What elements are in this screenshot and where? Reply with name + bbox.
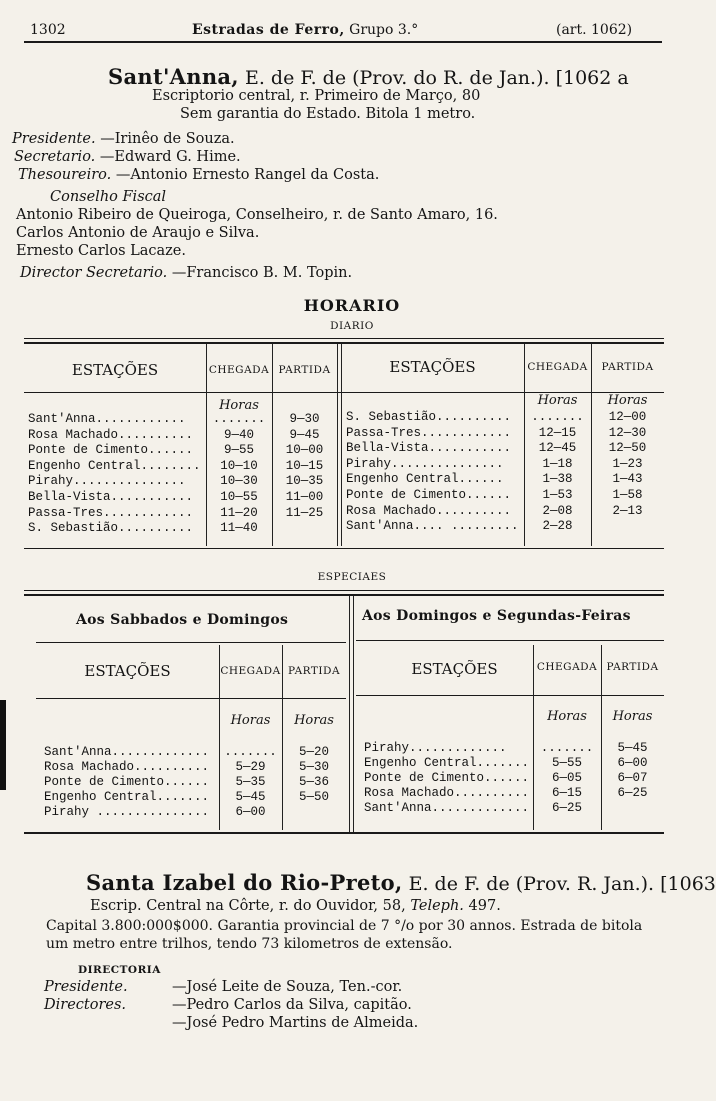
officer-role: Directores. bbox=[44, 997, 127, 1013]
timetable-station: Sant'Anna............ bbox=[28, 412, 186, 426]
officer-role: Presidente. bbox=[44, 979, 128, 995]
daily-top-rule-2 bbox=[24, 342, 664, 344]
page-number: 1302 bbox=[30, 22, 66, 38]
santanna-guarantee: Sem garantia do Estado. Bitola 1 metro. bbox=[180, 106, 476, 122]
col-chegada: CHEGADA bbox=[536, 661, 598, 673]
special-right-title: Aos Domingos e Segundas-Feiras bbox=[362, 608, 631, 624]
special-bottom-rule bbox=[24, 832, 664, 834]
timetable-partida: 2—13 bbox=[612, 503, 643, 518]
timetable-station: Ponte de Cimento...... bbox=[364, 771, 530, 785]
timetable-partida: 6—07 bbox=[617, 771, 648, 785]
timetable-partida: 5—36 bbox=[298, 775, 329, 789]
horario-title: HORARIO bbox=[303, 296, 401, 315]
timetable-chegada: 2—08 bbox=[542, 503, 573, 518]
timetable-station: Engenho Central....... bbox=[44, 790, 210, 804]
timetable-station: Engenho Central........ bbox=[28, 458, 201, 473]
special-right-sub-rule bbox=[356, 695, 664, 696]
izabel-officer-1 bbox=[44, 979, 402, 995]
timetable-station: Pirahy............... bbox=[346, 456, 504, 471]
col-partida: PARTIDA bbox=[601, 361, 654, 373]
santa-izabel-office bbox=[90, 898, 501, 914]
timetable-chegada: 12—15 bbox=[538, 425, 577, 440]
special-left-sub-rule bbox=[36, 698, 346, 699]
horas-label: Horas bbox=[612, 709, 653, 724]
horas-label: Horas bbox=[219, 398, 259, 413]
timetable-chegada: ....... bbox=[224, 745, 277, 759]
timetable-chegada: 6—00 bbox=[235, 805, 266, 819]
timetable-station: Rosa Machado.......... bbox=[28, 427, 194, 442]
timetable-station: Passa-Tres............ bbox=[28, 505, 194, 520]
timetable-partida: 10—15 bbox=[285, 458, 324, 473]
council-member-2: Carlos Antonio de Araujo e Silva. bbox=[16, 225, 260, 241]
timetable-chegada: 1—53 bbox=[542, 488, 573, 502]
timetable-chegada: 6—25 bbox=[551, 801, 582, 815]
santa-izabel-heading bbox=[86, 870, 716, 895]
santanna-subtitle: E. de F. de (Prov. do R. de Jan.). bbox=[244, 67, 550, 89]
timetable-station: Rosa Machado.......... bbox=[44, 760, 210, 774]
officer-name: —Pedro Carlos da Silva, capitão. bbox=[172, 997, 412, 1013]
running-article: (art. 1062) bbox=[556, 22, 633, 38]
timetable-chegada: 9—40 bbox=[223, 427, 254, 442]
timetable-station: Pirahy............... bbox=[28, 474, 186, 489]
timetable-partida: 6—25 bbox=[617, 786, 648, 800]
special-top-rule-1 bbox=[24, 590, 664, 591]
col-estacoes: ESTAÇÕES bbox=[84, 662, 171, 680]
officer-role: Secretario. bbox=[14, 149, 96, 165]
timetable-chegada: 10—10 bbox=[220, 458, 258, 473]
running-title bbox=[192, 22, 418, 38]
timetable-chegada: 2—28 bbox=[542, 519, 573, 534]
timetable-partida: 5—30 bbox=[298, 760, 329, 774]
special-left-head-rule bbox=[36, 642, 346, 643]
timetable-chegada: 10—55 bbox=[220, 490, 258, 504]
director-name: —Francisco B. M. Topin. bbox=[171, 265, 353, 281]
special-vline bbox=[353, 596, 354, 832]
santa-izabel-subtitle: E. de F. de (Prov. R. Jan.). bbox=[408, 873, 655, 895]
timetable-station: Bella-Vista........... bbox=[28, 490, 194, 504]
header-rule bbox=[24, 41, 662, 43]
timetable-station: Rosa Machado.......... bbox=[346, 503, 512, 518]
especiaes-label: ESPECIAES bbox=[317, 571, 387, 583]
timetable-station: Ponte de Cimento...... bbox=[44, 775, 210, 789]
daily-bottom-rule bbox=[24, 548, 664, 549]
timetable-partida: 12—00 bbox=[608, 410, 647, 424]
santanna-officer-3 bbox=[18, 167, 379, 183]
timetable-partida: 11—25 bbox=[285, 505, 324, 520]
running-group: Grupo 3.° bbox=[349, 22, 419, 38]
timetable-partida: 10—00 bbox=[285, 443, 324, 458]
timetable-partida: 1—23 bbox=[612, 456, 643, 471]
col-estacoes: ESTAÇÕES bbox=[411, 660, 498, 678]
timetable-partida: 9—30 bbox=[289, 412, 320, 426]
timetable-partida: 12—50 bbox=[608, 441, 647, 456]
special-vline bbox=[349, 596, 350, 832]
council-member-1: Antonio Ribeiro de Queiroga, Conselheiro, r. de Santo Amaro, 16. bbox=[16, 207, 498, 223]
timetable-chegada: 11—20 bbox=[220, 505, 258, 520]
timetable-chegada: 1—38 bbox=[542, 472, 573, 487]
timetable-station: Sant'Anna............. bbox=[364, 801, 530, 815]
timetable-chegada: 1—18 bbox=[542, 456, 573, 471]
santanna-officer-2 bbox=[14, 149, 241, 165]
council-member-3: Ernesto Carlos Lacaze. bbox=[16, 243, 186, 259]
santa-izabel-name: Santa Izabel do Rio-Preto, bbox=[86, 870, 403, 895]
timetable-chegada: 5—45 bbox=[235, 790, 266, 804]
timetable-station: Engenho Central....... bbox=[364, 756, 530, 770]
santanna-office: Escriptorio central, r. Primeiro de Março, 80 bbox=[152, 88, 481, 104]
office-address: Escrip. Central na Côrte, r. do Ouvidor, 58, bbox=[90, 898, 406, 914]
director-line bbox=[20, 265, 352, 281]
santanna-article: [1062 a bbox=[555, 67, 629, 89]
timetable-chegada: 9—55 bbox=[223, 443, 254, 458]
officer-role: Thesoureiro. bbox=[18, 167, 112, 183]
timetable-station: Bella-Vista........... bbox=[346, 441, 512, 456]
daily-vline bbox=[337, 344, 338, 546]
timetable-partida: 5—20 bbox=[298, 745, 329, 759]
officer-name: —José Leite de Souza, Ten.-cor. bbox=[172, 979, 403, 995]
horas-label: Horas bbox=[547, 709, 587, 724]
col-estacoes: ESTAÇÕES bbox=[389, 358, 476, 376]
timetable-station: Pirahy............. bbox=[364, 741, 507, 755]
timetable-station: Ponte de Cimento...... bbox=[346, 488, 512, 502]
timetable-station: Engenho Central...... bbox=[346, 472, 504, 487]
special-right-head-rule bbox=[356, 640, 664, 641]
santanna-heading bbox=[108, 64, 629, 89]
timetable-station: Pirahy ............... bbox=[44, 805, 210, 819]
col-partida: PARTIDA bbox=[606, 661, 659, 673]
officer-name: —Irinêo de Souza. bbox=[100, 131, 235, 147]
horas-label: Horas bbox=[230, 713, 271, 728]
timetable-chegada: 11—40 bbox=[220, 521, 258, 536]
directoria-title: DIRECTORIA bbox=[78, 964, 161, 976]
timetable-chegada: 5—35 bbox=[235, 775, 266, 789]
timetable-chegada: 12—45 bbox=[538, 441, 577, 456]
special-top-rule-2 bbox=[24, 594, 664, 596]
timetable-partida: 5—45 bbox=[617, 741, 648, 755]
officer-name: —Edward G. Hime. bbox=[99, 149, 241, 165]
timetable-partida: 5—50 bbox=[298, 790, 329, 804]
running-title-text: Estradas de Ferro, bbox=[192, 22, 345, 38]
timetable-partida: 9—45 bbox=[289, 427, 320, 442]
col-partida: PARTIDA bbox=[287, 665, 341, 677]
timetable-chegada: 6—15 bbox=[551, 786, 582, 800]
timetable-chegada: 5—29 bbox=[235, 760, 266, 774]
timetable-partida: 1—58 bbox=[612, 488, 643, 502]
scan-edge-shadow bbox=[0, 700, 6, 790]
office-teleph: Teleph. bbox=[410, 898, 464, 914]
timetable-partida: 6—00 bbox=[617, 756, 648, 770]
timetable-station: Sant'Anna.... ......... bbox=[346, 519, 519, 534]
timetable-station: S. Sebastião.......... bbox=[28, 521, 194, 536]
timetable-chegada: ....... bbox=[531, 410, 584, 424]
timetable-partida: 10—35 bbox=[285, 474, 324, 489]
timetable-station: Ponte de Cimento...... bbox=[28, 443, 194, 458]
council-title: Conselho Fiscal bbox=[50, 189, 167, 205]
horas-label: Horas bbox=[537, 393, 578, 408]
timetable-partida: 1—43 bbox=[612, 472, 643, 487]
diario-label: DIARIO bbox=[330, 320, 374, 332]
timetable-partida: 11—00 bbox=[285, 490, 324, 504]
izabel-officer-3 bbox=[44, 1015, 418, 1031]
officer-name: —Antonio Ernesto Rangel da Costa. bbox=[115, 167, 380, 183]
horas-label: Horas bbox=[294, 713, 334, 728]
capital-line-2: um metro entre trilhos, tendo 73 kilometros de extensão. bbox=[46, 936, 453, 952]
timetable-station: S. Sebastião.......... bbox=[346, 410, 512, 424]
santanna-name: Sant'Anna, bbox=[108, 64, 239, 89]
timetable-chegada: 5—55 bbox=[551, 756, 582, 770]
timetable-station: Sant'Anna............. bbox=[44, 745, 210, 759]
timetable-chegada: ....... bbox=[540, 741, 594, 755]
timetable-chegada: ....... bbox=[212, 412, 266, 426]
timetable-station: Rosa Machado.......... bbox=[364, 786, 530, 800]
santa-izabel-article: [1063 bbox=[660, 873, 716, 895]
special-left-title: Aos Sabbados e Domingos bbox=[76, 612, 289, 628]
daily-top-rule-1 bbox=[24, 338, 664, 339]
officer-name: —José Pedro Martins de Almeida. bbox=[172, 1015, 419, 1031]
timetable-partida: 12—30 bbox=[608, 425, 647, 440]
horas-label: Horas bbox=[607, 393, 648, 408]
santanna-officer-1 bbox=[12, 131, 235, 147]
capital-line-1: Capital 3.800:000$000. Garantia provincial de 7 °/o por 30 annos. Estrada de bitola bbox=[46, 918, 643, 934]
director-role: Director Secretario. bbox=[20, 265, 168, 281]
col-estacoes: ESTAÇÕES bbox=[71, 361, 159, 379]
timetable-chegada: 10—30 bbox=[220, 474, 258, 489]
office-number: 497. bbox=[468, 898, 501, 914]
timetable-chegada: 6—05 bbox=[551, 771, 582, 785]
timetable-station: Passa-Tres............ bbox=[346, 425, 512, 440]
izabel-officer-2 bbox=[44, 997, 412, 1013]
col-chegada: CHEGADA bbox=[220, 665, 281, 677]
col-chegada: CHEGADA bbox=[527, 361, 588, 373]
col-chegada: CHEGADA bbox=[208, 364, 270, 376]
officer-role: Presidente. bbox=[12, 131, 96, 147]
col-partida: PARTIDA bbox=[278, 364, 331, 376]
